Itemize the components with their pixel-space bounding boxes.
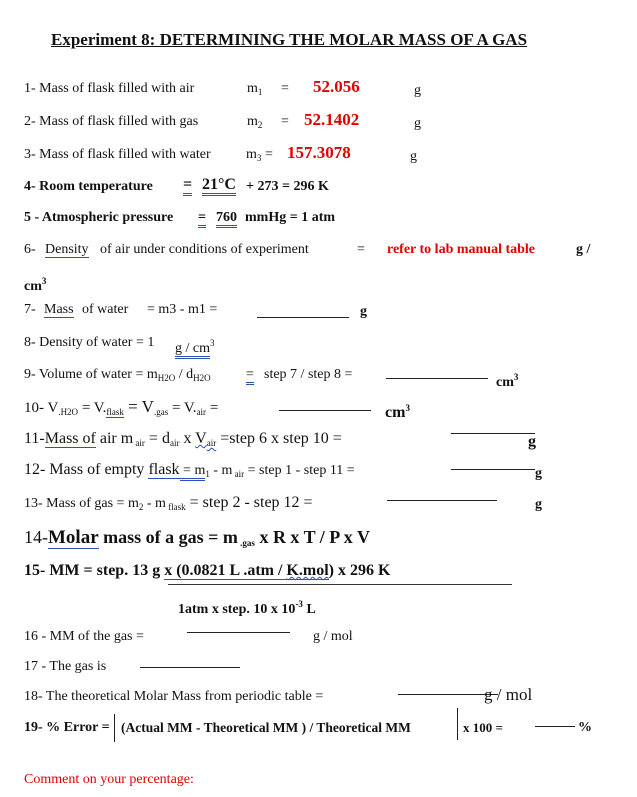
row-label: 4- Room temperature (24, 179, 153, 194)
unit: g / mol (484, 685, 533, 704)
fraction-line (168, 584, 512, 585)
density-word: Density (45, 242, 89, 257)
answer-blank[interactable] (387, 500, 497, 501)
unit: % (578, 720, 592, 735)
equals: = (357, 242, 365, 257)
temp-rest: + 273 = 296 K (246, 179, 329, 194)
row-label: 19- % Error = (24, 720, 110, 735)
row-label: of air under conditions of experiment (100, 242, 309, 257)
abs-bar-left (114, 714, 115, 742)
abs-bar-right (457, 708, 458, 740)
temp-value: 21°C (202, 176, 236, 194)
row-label: 2- Mass of flask filled with gas (24, 114, 199, 129)
row-label: 11-Mass of air m $_{air} = d_{air}$ x $V_{air}$ =step 6 x step 10 = (24, 430, 342, 448)
answer-blank[interactable] (187, 632, 290, 633)
unit: g (535, 466, 542, 481)
symbol: $m_2$ (247, 114, 263, 130)
unit: g / (576, 242, 591, 257)
expression: (Actual MM - Theoretical MM ) / Theoretical MM (121, 720, 411, 735)
row-label: 14-Molar mass of a gas = m $_{.gas}$ x R x T / P x V (24, 527, 370, 548)
pressure-value: 760 (216, 209, 237, 227)
value: 157.3078 (287, 143, 351, 162)
row-number: 6- (24, 242, 36, 257)
answer-blank[interactable] (140, 667, 240, 668)
unit: g / mol (313, 629, 353, 644)
row-label: 5 - Atmospheric pressure (24, 210, 174, 225)
expression: = m3 - m1 = (147, 302, 218, 317)
times-100: x 100 = (463, 720, 503, 735)
unit-cm3: $cm^3$ (24, 276, 47, 294)
equals: = (265, 147, 273, 162)
row-label: 17 - The gas is (24, 659, 107, 674)
answer-blank[interactable] (398, 694, 498, 695)
mass-word: Mass (44, 302, 74, 317)
unit: g (535, 497, 542, 512)
answer-blank[interactable] (535, 726, 575, 727)
unit: g (360, 304, 367, 319)
equals: = (281, 81, 289, 96)
row-label: 10- $V_{.H2O} = V._{flask} = V_{.gas} = V._{air}$ = (24, 397, 219, 417)
answer-blank[interactable] (279, 410, 371, 411)
unit: g (414, 83, 421, 98)
unit: g / $cm^3$ (175, 334, 215, 358)
pressure-rest: mmHg = 1 atm (245, 210, 336, 225)
row-label: 15- MM = step. 13 g x (0.0821 L .atm / K.mol) x 296 K (24, 562, 391, 579)
equals: = (281, 114, 289, 129)
denominator: 1atm x step. 10 x $10^{-3}$ L (178, 599, 316, 617)
row-label: 16 - MM of the gas = (24, 629, 144, 644)
answer-blank[interactable] (451, 433, 535, 434)
equals: = (198, 209, 206, 227)
unit: g (414, 116, 421, 131)
unit: g (528, 433, 536, 450)
row-label: 9- Volume of water = $m_{H2O} / d_{H2O}$ (24, 367, 211, 383)
row-label: of water (82, 302, 129, 317)
symbol: $m_3$ (246, 147, 262, 163)
unit: $cm^3$ (385, 403, 410, 421)
expression: step 7 / step 8 = (264, 367, 353, 382)
row-label: 13- Mass of gas = $m_2$ - m $_{flask}$ = step 2 - step 12 = (24, 494, 313, 512)
answer-blank[interactable] (451, 469, 535, 470)
row-label: 8- Density of water = 1 (24, 335, 155, 350)
row-label: 18- The theoretical Molar Mass from periodic table = (24, 689, 324, 704)
value: 52.1402 (304, 110, 360, 129)
answer-blank[interactable] (386, 378, 488, 379)
value: refer to lab manual table (387, 242, 536, 257)
row-number: 7- (24, 302, 36, 317)
equals: = (183, 176, 192, 194)
symbol: $m_1$ (247, 81, 263, 97)
comment-prompt: Comment on your percentage: (24, 772, 194, 787)
unit: $cm^3$ (496, 372, 519, 390)
page-title: Experiment 8: DETERMINING THE MOLAR MASS OF A GAS (51, 30, 528, 49)
value: 52.056 (313, 77, 360, 96)
unit: g (410, 149, 417, 164)
row-label: 3- Mass of flask filled with water (24, 147, 211, 162)
row-label: 1- Mass of flask filled with air (24, 81, 195, 96)
equals: = (246, 366, 254, 384)
answer-blank[interactable] (257, 317, 349, 318)
row-label: 12- Mass of empty flask = $m_1$ - m $_{air}$ = step 1 - step 11 = (24, 461, 355, 479)
